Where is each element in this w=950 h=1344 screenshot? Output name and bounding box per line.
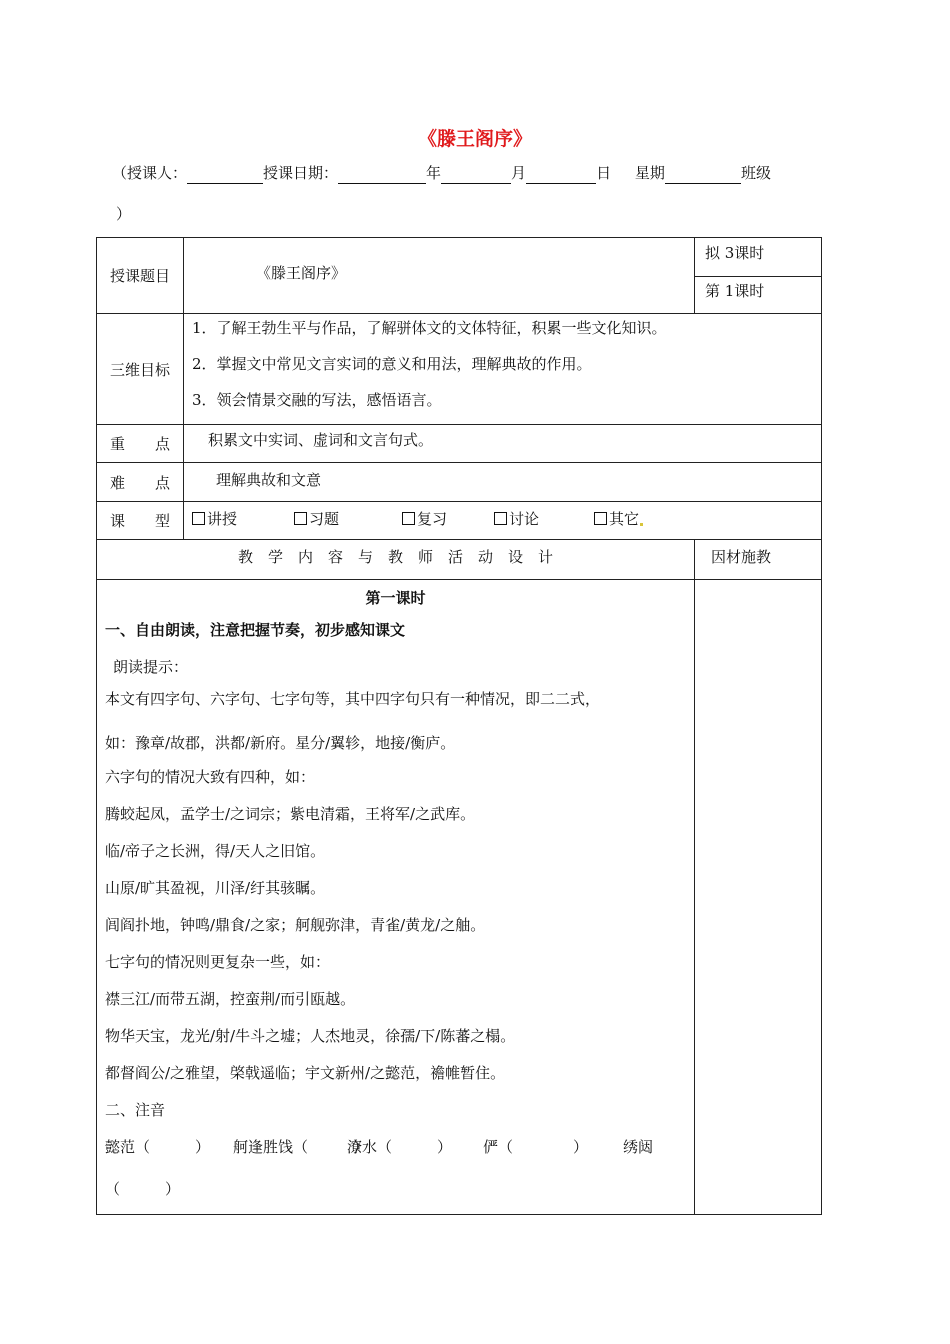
lesson-title: 第一课时 xyxy=(365,589,426,607)
content-line: 如：豫章/故郡，洪都/新府。星分/翼轸，地接/衡庐。 xyxy=(105,734,456,752)
type-option-label: 复习 xyxy=(417,510,448,528)
checkbox-icon[interactable] xyxy=(594,512,607,525)
section-heading: 二、注音 xyxy=(105,1101,166,1119)
pinyin-row xyxy=(105,1135,686,1177)
checkbox-icon[interactable] xyxy=(294,512,307,525)
current-hour: 第 1课时 xyxy=(695,277,822,314)
hint-label: 朗读提示： xyxy=(113,658,189,676)
content-cell xyxy=(97,580,695,1215)
key-label: 重 点 xyxy=(97,425,184,463)
weekday-blank[interactable] xyxy=(665,167,741,184)
content-line: 七字句的情况则更复杂一些，如： xyxy=(105,953,331,971)
topic-value: 《滕王阁序》 xyxy=(184,238,695,314)
content-line: 山原/旷其盈视，川泽/纡其骇瞩。 xyxy=(105,879,326,897)
type-option-review[interactable] xyxy=(402,508,494,529)
design-header: 教 学 内 容 与 教 师 活 动 设 计 xyxy=(97,540,695,580)
day-label: 日 xyxy=(596,164,612,182)
type-option-label: 讨论 xyxy=(509,510,540,528)
teacher-label: （授课人： xyxy=(112,164,188,182)
content-line: 闾阎扑地，钟鸣/鼎食/之家；舸舰弥津，青雀/黄龙/之舳。 xyxy=(105,916,486,934)
content-line: 六字句的情况大致有四种，如： xyxy=(105,768,316,786)
pinyin-item: 懿范（ ） xyxy=(105,1138,211,1156)
checkbox-icon[interactable] xyxy=(192,512,205,525)
content-line: 都督阎公/之雅望，棨戟遥临；宇文新州/之懿范，襜帷暂住。 xyxy=(105,1064,506,1082)
checkbox-icon[interactable] xyxy=(402,512,415,525)
year-blank[interactable] xyxy=(338,167,426,184)
type-option-exercise[interactable] xyxy=(294,508,402,529)
weekday-label: 星期 xyxy=(634,164,665,182)
pinyin-item: 绣闼 xyxy=(623,1138,654,1156)
goal-item: 1．了解王勃生平与作品，了解骈体文的文体特征，积累一些文化知识。 xyxy=(192,319,667,337)
section-heading: 一、自由朗读，注意把握节奏，初步感知课文 xyxy=(105,621,406,639)
adapt-header: 因材施教 xyxy=(695,540,822,580)
type-option-discussion[interactable] xyxy=(494,508,594,529)
pinyin-item: 舸逢胜饯（ ） xyxy=(233,1138,369,1156)
goal-item: 2．掌握文中常见文言实词的意义和用法，理解典故的作用。 xyxy=(192,355,592,373)
key-value: 积累文中实词、虚词和文言句式。 xyxy=(184,425,822,463)
class-label: 班级 xyxy=(740,164,771,182)
type-options xyxy=(184,502,822,540)
topic-label: 授课题目 xyxy=(97,238,184,314)
goals-cell xyxy=(184,314,822,425)
checkbox-icon[interactable] xyxy=(494,512,507,525)
pinyin-item: 潦水（ ） xyxy=(347,1138,453,1156)
type-option-label: 习题 xyxy=(309,510,340,528)
content-line: 襟三江/而带五湖，控蛮荆/而引瓯越。 xyxy=(105,990,356,1008)
month-label: 月 xyxy=(511,164,527,182)
type-option-label: 其它 xyxy=(609,510,640,528)
month-blank[interactable] xyxy=(441,167,511,184)
content-line: 本文有四字句、六字句、七字句等，其中四字句只有一种情况，即二二式， xyxy=(105,690,601,708)
lesson-info-line xyxy=(112,162,842,184)
type-option-lecture[interactable] xyxy=(192,508,294,529)
pinyin-item: 俨（ ） xyxy=(483,1138,589,1156)
goals-label: 三维目标 xyxy=(97,314,184,425)
mark-dot-icon xyxy=(640,523,643,526)
adapt-cell xyxy=(695,580,822,1215)
content-line: 临/帝子之长洲，得/天人之旧馆。 xyxy=(105,842,326,860)
content-line: 腾蛟起凤，孟学士/之词宗；紫电清霜，王将军/之武库。 xyxy=(105,805,476,823)
content-line: 物华天宝，龙光/射/牛斗之墟；人杰地灵，徐孺/下/陈蕃之榻。 xyxy=(105,1027,516,1045)
goal-item: 3．领会情景交融的写法，感悟语言。 xyxy=(192,391,442,409)
type-label: 课 型 xyxy=(97,502,184,540)
lesson-plan-table xyxy=(96,237,822,1215)
difficulty-value: 理解典故和文意 xyxy=(184,463,822,502)
info-closing-paren: ） xyxy=(116,205,132,223)
teacher-blank[interactable] xyxy=(187,167,263,184)
type-option-other[interactable] xyxy=(594,508,643,529)
planned-hours: 拟 3课时 xyxy=(695,238,822,277)
document-title: 《滕王阁序》 xyxy=(417,128,532,150)
day-blank[interactable] xyxy=(526,167,596,184)
pinyin-row: （ ） xyxy=(105,1180,181,1198)
date-label: 授课日期： xyxy=(263,164,339,182)
type-option-label: 讲授 xyxy=(207,510,238,528)
difficulty-label: 难 点 xyxy=(97,463,184,502)
year-label: 年 xyxy=(426,164,442,182)
